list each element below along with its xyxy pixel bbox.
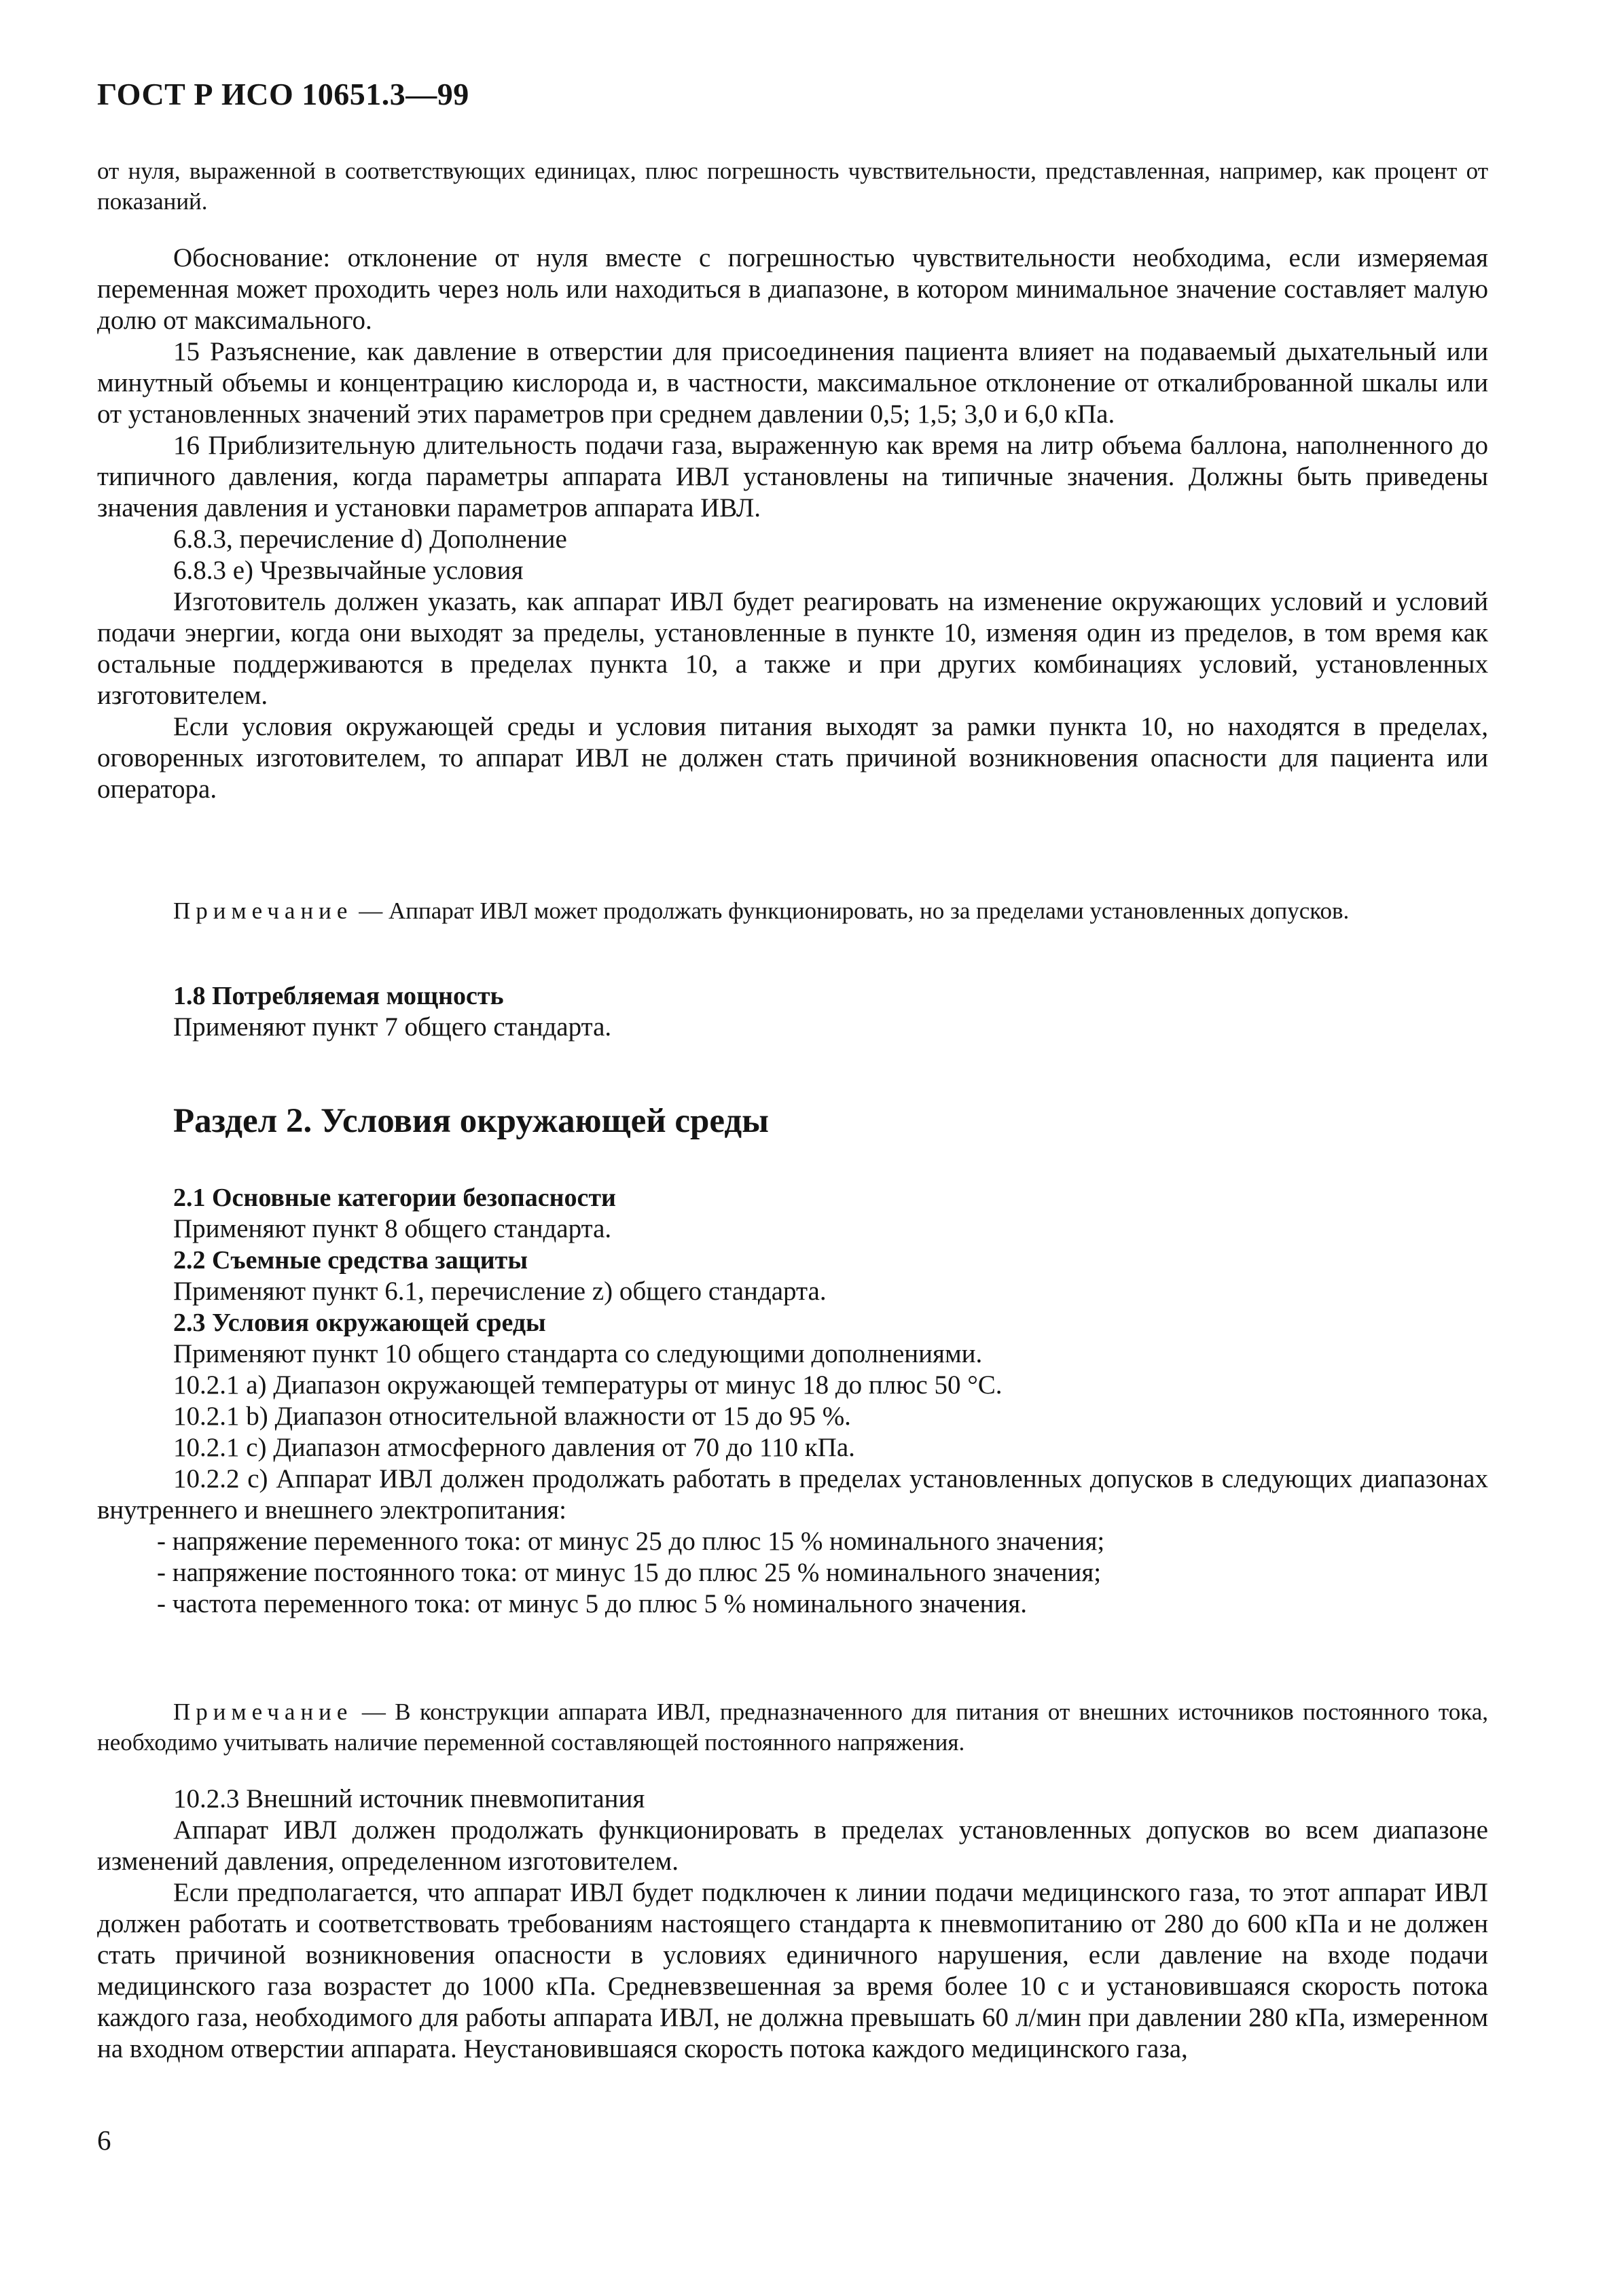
paragraph-item-15: 15 Разъяснение, как давление в отверстии для присоединения пациента влияет на подаваемый дыхательный или минутный объемы и концентрацию кислорода и, в частности, максимальное отклонение от откалиброванной шкалы или от установленных значений этих параметров при среднем давлении 0,5; 1,5; 3,0 и 6,0 кПа. (97, 337, 1488, 429)
bullet-ac-frequency: - частота переменного тока: от минус 5 до плюс 5 % номинального значения. (157, 1589, 1027, 1618)
paragraph-6-8-3-e: 6.8.3 e) Чрезвычайные условия (173, 556, 524, 585)
paragraph-10-2-3-range: Аппарат ИВЛ должен продолжать функционировать в пределах установленных допусков во всем диапазоне изменений давления, определенном изготовителем. (97, 1815, 1488, 1876)
page-number: 6 (97, 2125, 111, 2156)
block-main-1 (97, 243, 1488, 805)
paragraph-6-8-3-d: 6.8.3, перечисление d) Дополнение (173, 525, 567, 554)
note-1 (97, 895, 1488, 926)
note-2-label: Примечание (173, 1699, 353, 1725)
heading-2-3: 2.3 Условия окружающей среды (173, 1309, 546, 1337)
note-1-label: Примечание (173, 898, 353, 924)
block-10-2-3 (97, 1783, 1488, 2065)
section-1-8 (97, 980, 1488, 1043)
note-2 (97, 1696, 1488, 1758)
paragraph-10-2-1-c: 10.2.1 c) Диапазон атмосферного давления от 70 до 110 кПа. (173, 1433, 855, 1462)
section-2-title-block (97, 1101, 1488, 1141)
paragraph-1-8-text: Применяют пункт 7 общего стандарта. (173, 1012, 612, 1042)
paragraph-2-3-text: Применяют пункт 10 общего стандарта со следующими дополнениями. (173, 1339, 983, 1368)
paragraph-10-2-2-c: 10.2.2 c) Аппарат ИВЛ должен продолжать работать в пределах установленных допусков в следующих диапазонах внутреннего и внешнего электропитания: (97, 1464, 1488, 1525)
bullet-dc-voltage: - напряжение постоянного тока: от минус 15 до плюс 25 % номинального значения; (157, 1558, 1102, 1587)
paragraph-rationale: Обоснование: отклонение от нуля вместе с погрешностью чувствительности необходима, если измеряемая переменная может проходить через ноль или находиться в диапазоне, в котором минимальное значение составляет малую долю от максимального. (97, 243, 1488, 335)
section-2-heading: Раздел 2. Условия окружающей среды (173, 1102, 769, 1140)
paragraph-2-2-text: Применяют пункт 6.1, перечисление z) общего стандарта. (173, 1277, 827, 1306)
note-2-paragraph (97, 1696, 1488, 1758)
paragraph-2-1-text: Применяют пункт 8 общего стандарта. (173, 1214, 612, 1243)
standard-header: ГОСТ Р ИСО 10651.3—99 (97, 77, 469, 111)
paragraph-10-2-3-gas: Если предполагается, что аппарат ИВЛ будет подключен к линии подачи медицинского газа, то этот аппарат ИВЛ должен работать и соответствовать требованиям настоящего стандарта к пневмопитанию от 280 до 600 кПа и не должен стать причиной возникновения опасности в условиях единичного нарушения, если давление на входе подачи медицинского газа возрастет до 1000 кПа. Средневзвешенная за время более 10 с и установившаяся скорость потока каждого газа, необходимого для работы аппарата ИВЛ, не должна превышать 60 л/мин при давлении 280 кПа, измеренном на входном отверстии аппарата. Неустановившаяся скорость потока каждого медицинского газа, (97, 1878, 1488, 2063)
block-continuation (97, 156, 1488, 217)
paragraph-10-2-1-b: 10.2.1 b) Диапазон относительной влажности от 15 до 95 %. (173, 1402, 851, 1431)
paragraph-item-16: 16 Приблизительную длительность подачи газа, выраженную как время на литр объема баллона, наполненного до типичного давления, когда параметры аппарата ИВЛ установлены на типичные значения. Должны быть приведены значения давления и установки параметров аппарата ИВЛ. (97, 431, 1488, 522)
section-2-body (97, 1182, 1488, 1620)
paragraph-manufacturer: Изготовитель должен указать, как аппарат ИВЛ будет реагировать на изменение окружающих условий и условий подачи энергии, когда они выходят за пределы, установленные в пункте 10, изменяя один из пределов, в том время как остальные поддерживаются в пределах пункта 10, а также и при других комбинациях условий, установленных изготовителем. (97, 587, 1488, 710)
paragraph-continuation: от нуля, выраженной в соответствующих единицах, плюс погрешность чувствительности, представленная, например, как процент от показаний. (97, 158, 1488, 215)
note-2-text: — В конструкции аппарата ИВЛ, предназначенного для питания от внешних источников постоянного тока, необходимо учитывать наличие переменной составляющей постоянного напряжения. (97, 1699, 1488, 1756)
heading-2-2: 2.2 Съемные средства защиты (173, 1246, 528, 1275)
heading-2-1: 2.1 Основные категории безопасности (173, 1184, 616, 1212)
paragraph-10-2-3-title: 10.2.3 Внешний источник пневмопитания (173, 1784, 645, 1813)
note-1-paragraph (97, 895, 1488, 926)
paragraph-conditions: Если условия окружающей среды и условия питания выходят за рамки пункта 10, но находятся в пределах, оговоренных изготовителем, то аппарат ИВЛ не должен стать причиной возникновения опасности для пациента или оператора. (97, 712, 1488, 804)
note-1-text: — Аппарат ИВЛ может продолжать функционировать, но за пределами установленных допусков. (353, 898, 1350, 924)
bullet-ac-voltage: - напряжение переменного тока: от минус 25 до плюс 15 % номинального значения; (157, 1527, 1105, 1556)
heading-1-8: 1.8 Потребляемая мощность (173, 982, 504, 1010)
paragraph-10-2-1-a: 10.2.1 a) Диапазон окружающей температуры от минус 18 до плюс 50 °С. (173, 1370, 1003, 1400)
